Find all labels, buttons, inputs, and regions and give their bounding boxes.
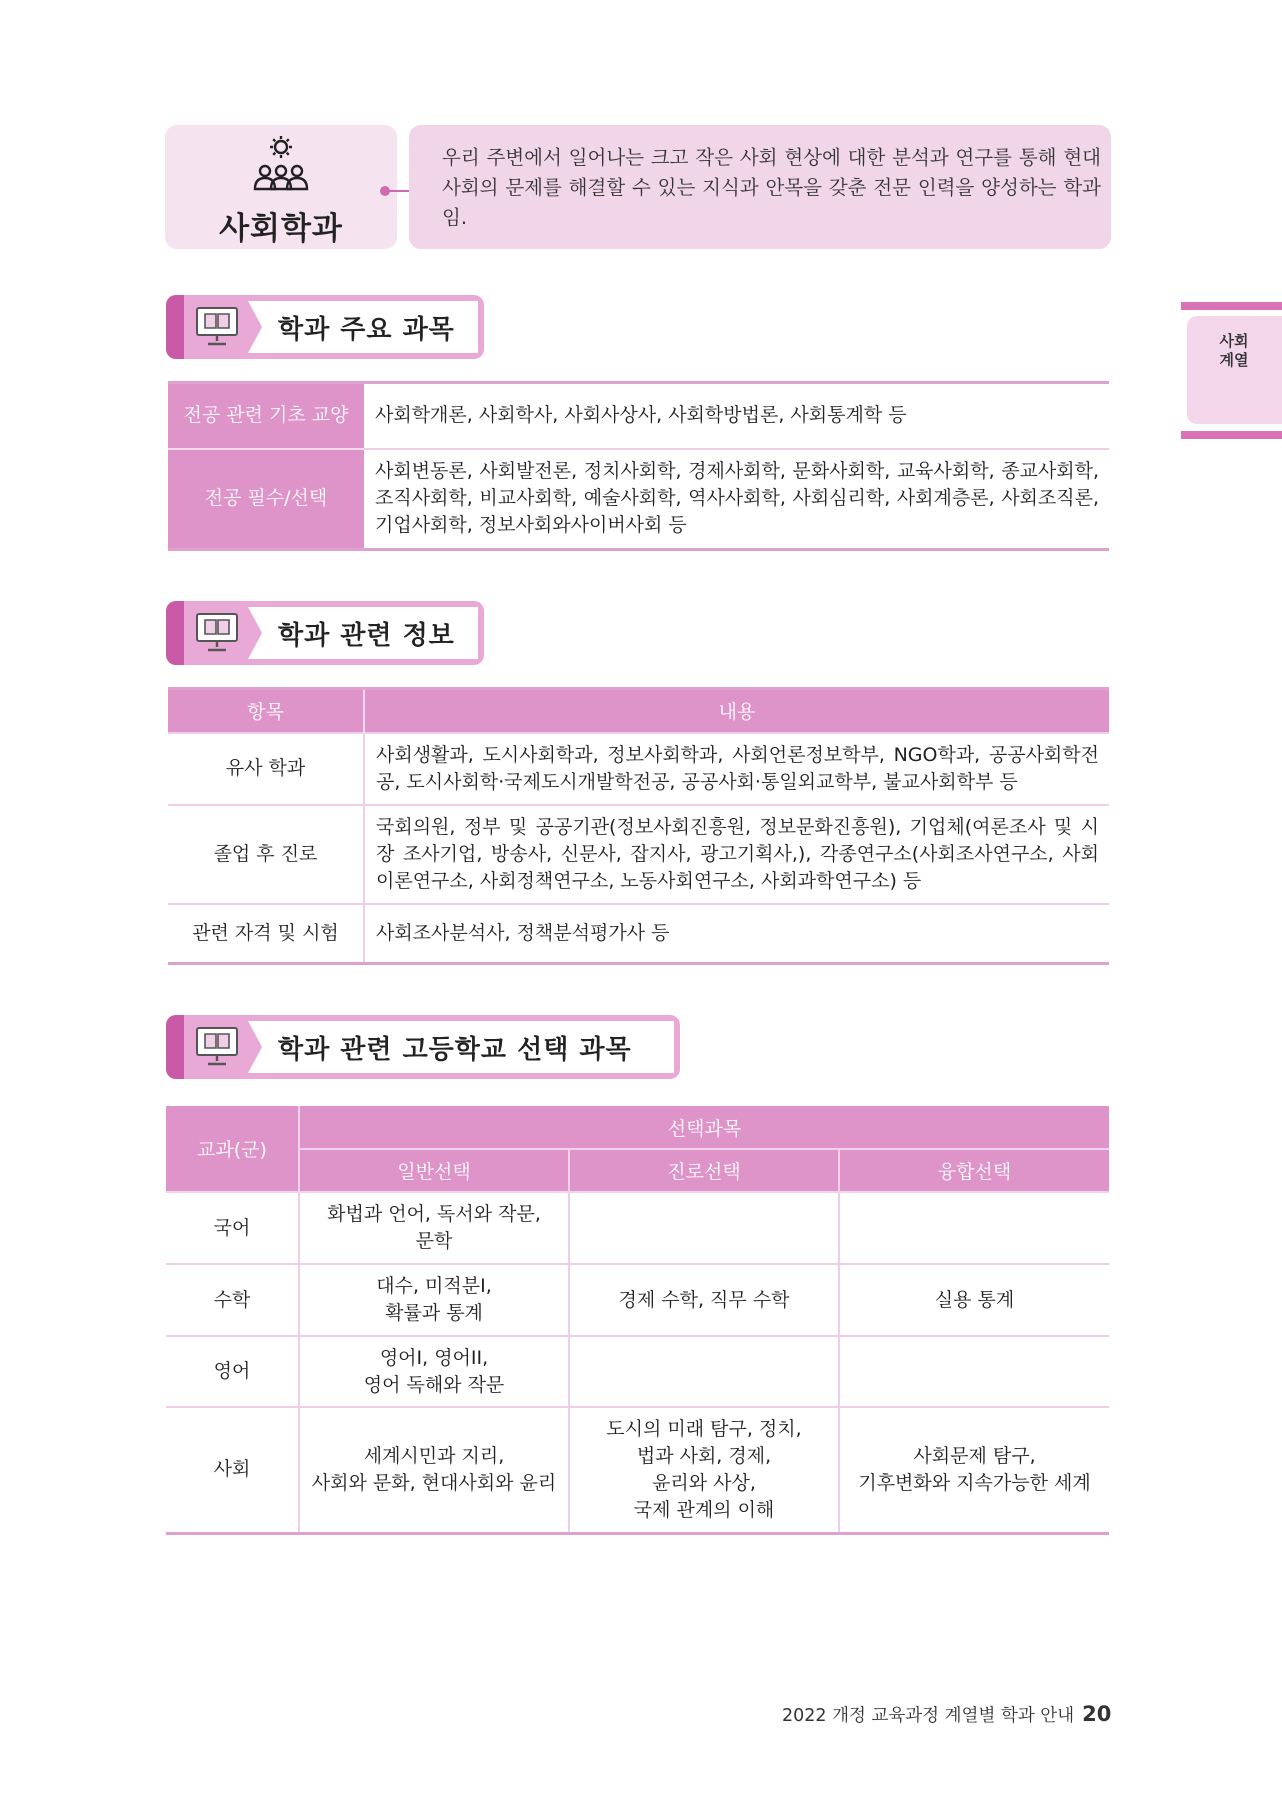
cell-line: 화법과 언어, 독서와 작문, [327,1203,541,1225]
cell-line: 세계시민과 지리, [363,1444,505,1467]
header-elective: 선택과목 [299,1106,1109,1149]
monitor-book-icon [194,303,240,349]
career-cell [569,1192,839,1264]
row-label: 유사 학과 [168,733,364,805]
header-item: 항목 [168,689,364,733]
cell-line: 대수, 미적분I, [376,1275,492,1297]
section-header-dept-info [166,601,484,665]
cell-line: 문학 [415,1230,453,1252]
cell-line: 도시의 미래 탐구, 정치, [606,1417,802,1440]
table-header-row [168,689,1109,733]
career-cell [569,1407,839,1533]
subject-cell: 수학 [166,1264,299,1336]
subject-cell: 영어 [166,1336,299,1407]
row-label: 전공 관련 기초 교양 [168,383,364,449]
cell-line: 윤리와 사상, [652,1471,756,1494]
row-content: 사회학개론, 사회학사, 사회사상사, 사회학방법론, 사회통계학 등 [364,383,1109,449]
cell-line: 영어I, 영어II, [379,1346,489,1369]
table-row [168,904,1109,964]
cell-line: 법과 사회, 경제, [636,1444,772,1467]
row-content: 사회생활과, 도시사회학과, 정보사회학과, 사회언론정보학부, NGO학과, 공공사회학전공, 도시사회학·국제도시개발학전공, 공공사회·통일외교학부, 불교사회학부 등 [364,733,1109,805]
footer-text: 2022 개정 교육과정 계열별 학과 안내 [782,1706,1075,1726]
fusion-cell [839,1192,1109,1264]
table-row [166,1264,1109,1336]
table-header-row [166,1106,1109,1149]
section-title: 학과 관련 정보 [278,621,455,651]
row-label: 관련 자격 및 시험 [168,904,364,964]
general-cell [299,1192,569,1264]
people-gear-icon [249,133,313,197]
table-row [168,805,1109,904]
subject-cell: 국어 [166,1192,299,1264]
cell-line: 확률과 통계 [385,1302,483,1324]
row-label: 졸업 후 진로 [168,805,364,904]
cell-line: 사회문제 탐구, [913,1444,1036,1467]
table-row [168,733,1109,805]
side-tab-label: 사회계열 [1219,332,1249,369]
table-row [166,1407,1109,1533]
hs-subjects-table [166,1106,1109,1535]
table-row [168,449,1109,550]
page-footer [782,1702,1111,1727]
section-title: 학과 주요 과목 [278,315,455,345]
row-label: 전공 필수/선택 [168,449,364,550]
section-title: 학과 관련 고등학교 선택 과목 [278,1035,632,1065]
header-subject-group: 교과(군) [166,1106,299,1192]
table-row [166,1336,1109,1407]
cell-line: 기후변화와 지속가능한 세계 [858,1471,1091,1494]
header-career: 진로선택 [569,1149,839,1192]
row-content: 사회조사분석사, 정책분석평가사 등 [364,904,1109,964]
monitor-book-icon [194,609,240,655]
subject-cell: 사회 [166,1407,299,1533]
header-fusion: 융합선택 [839,1149,1109,1192]
career-cell [569,1264,839,1336]
department-title: 사회학과 [219,211,343,247]
header-general: 일반선택 [299,1149,569,1192]
fusion-cell [839,1407,1109,1533]
cell-line: 국제 관계의 이해 [633,1498,775,1521]
table-row [168,383,1109,449]
side-tab [1187,316,1282,424]
side-tab-bar-bottom [1181,431,1282,439]
table-header-row [166,1149,1109,1192]
fusion-cell [839,1336,1109,1407]
cell-line: 사회와 문화, 현대사회와 윤리 [311,1471,557,1494]
header-content: 내용 [364,689,1109,733]
career-cell [569,1336,839,1407]
general-cell [299,1336,569,1407]
cell-line: 경제 수학, 직무 수학 [618,1288,790,1311]
general-cell [299,1264,569,1336]
table-row [166,1192,1109,1264]
row-content: 사회변동론, 사회발전론, 정치사회학, 경제사회학, 문화사회학, 교육사회학, 종교사회학, 조직사회학, 비교사회학, 예술사회학, 역사사회학, 사회심리학, 사회계층론, 사회조직론, 기업사회학, 정보사회와사이버사회 등 [375,460,1099,537]
side-tab-bar-top [1181,302,1282,310]
section-header-main-courses [166,295,484,359]
page-number: 20 [1082,1702,1112,1726]
department-card [165,125,397,249]
cell-line: 영어 독해와 작문 [363,1373,505,1396]
dept-info-table [168,687,1109,965]
section-header-hs-subjects [166,1015,680,1079]
department-description: 우리 주변에서 일어나는 크고 작은 사회 현상에 대한 분석과 연구를 통해 현대 사회의 문제를 해결할 수 있는 지식과 안목을 갖춘 전문 인력을 양성하는 학과임. [409,125,1111,249]
fusion-cell [839,1264,1109,1336]
cell-line: 실용 통계 [934,1288,1015,1311]
row-content: 국회의원, 정부 및 공공기관(정보사회진흥원, 정보문화진흥원), 기업체(여론조사 및 시장 조사기업, 방송사, 신문사, 잡지사, 광고기획사,), 각종연구소(사회조사연구소, 사회이론연구소, 사회정책연구소, 노동사회연구소, 사회과학연구소) 등 [364,805,1109,904]
main-courses-table [168,381,1109,551]
general-cell [299,1407,569,1533]
monitor-book-icon [194,1023,240,1069]
